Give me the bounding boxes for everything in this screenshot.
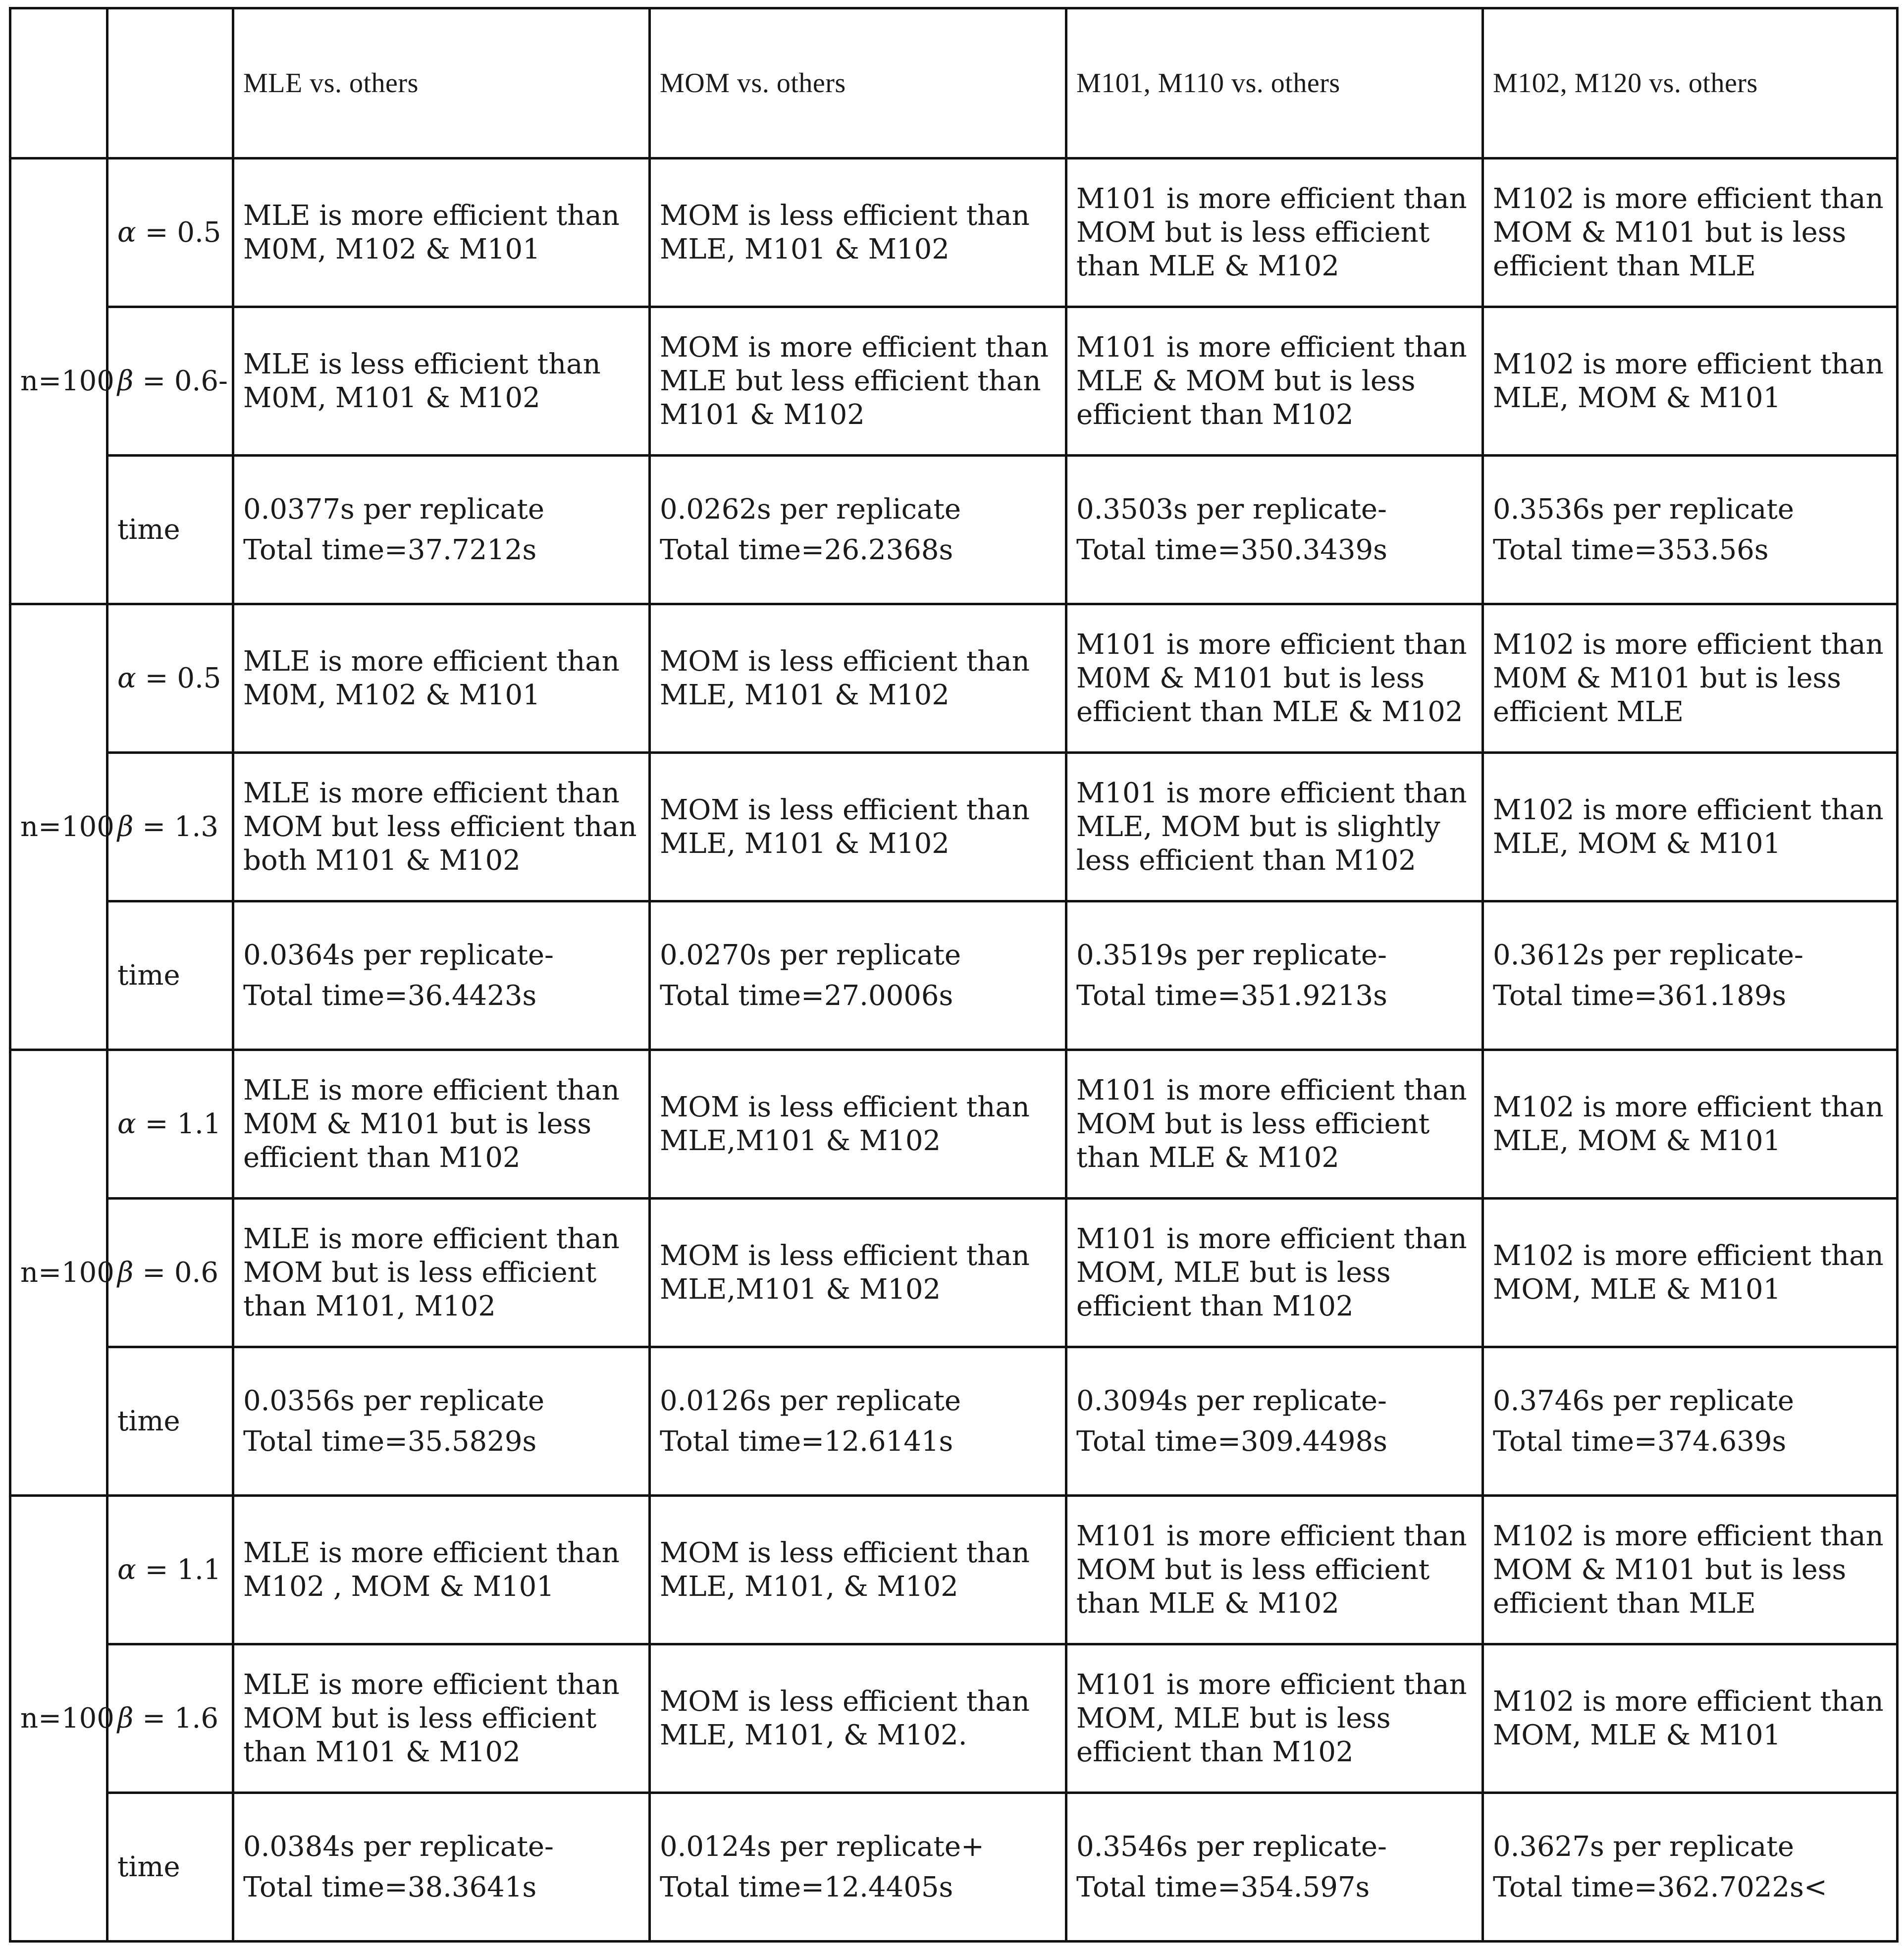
- beta-value: = 1.6: [142, 1702, 218, 1735]
- time-cell: [650, 901, 1066, 1050]
- per-replicate-time: 0.0270s per replicate: [660, 939, 961, 971]
- header-mom: MOM vs. others: [650, 8, 1066, 158]
- table-row-time: [10, 456, 1898, 604]
- alpha-label: [107, 1496, 233, 1644]
- table-cell: M102 is more efficient than MOM, MLE & M101: [1483, 1644, 1898, 1793]
- total-time: Total time=309.4498s: [1076, 1425, 1387, 1458]
- time-cell: [1066, 1793, 1483, 1942]
- beta-label: [107, 753, 233, 901]
- table-cell: M102 is more efficient than MOM & M101 but is less efficient than MLE: [1483, 1496, 1898, 1644]
- table-cell: MLE is more efficient than M0M, M102 & M101: [233, 158, 650, 307]
- sample-size-label: n=100: [10, 604, 107, 1050]
- table-cell: M102 is more efficient than M0M & M101 but is less efficient MLE: [1483, 604, 1898, 753]
- time-cell: [1483, 1347, 1898, 1496]
- beta-label: [107, 1199, 233, 1347]
- sample-size-label: n=100: [10, 158, 107, 604]
- alpha-symbol: α: [117, 1107, 136, 1140]
- table-cell: M101 is more efficient than MOM but is less efficient than MLE & M102: [1066, 1050, 1483, 1199]
- header-blank-param: [107, 8, 233, 158]
- beta-symbol: β: [117, 1256, 134, 1289]
- table-body: [10, 8, 1898, 1942]
- sample-size-label: n=100: [10, 1050, 107, 1496]
- alpha-label: [107, 158, 233, 307]
- time-cell: [233, 1793, 650, 1942]
- table-cell: M102 is more efficient than MLE, MOM & M101: [1483, 753, 1898, 901]
- total-time: Total time=351.9213s: [1076, 979, 1387, 1012]
- per-replicate-time: 0.0364s per replicate-: [243, 939, 554, 971]
- time-cell: [1483, 456, 1898, 604]
- results-table: [9, 7, 1899, 1943]
- table-cell: M101 is more efficient than MLE, MOM but is slightly less efficient than M102: [1066, 753, 1483, 901]
- per-replicate-time: 0.3546s per replicate-: [1076, 1830, 1387, 1863]
- header-row: [10, 8, 1898, 158]
- table-cell: M101 is more efficient than MOM but is less efficient than MLE & M102: [1066, 1496, 1483, 1644]
- time-cell: [1483, 1793, 1898, 1942]
- time-cell: [650, 1347, 1066, 1496]
- per-replicate-time: 0.3612s per replicate-: [1493, 939, 1803, 971]
- beta-value: = 0.6-: [142, 365, 228, 397]
- time-cell: [1066, 1347, 1483, 1496]
- per-replicate-time: 0.3503s per replicate-: [1076, 493, 1387, 526]
- table-row-time: [10, 901, 1898, 1050]
- table-cell: MLE is more efficient than MOM but less efficient than both M101 & M102: [233, 753, 650, 901]
- per-replicate-time: 0.3094s per replicate-: [1076, 1384, 1387, 1417]
- total-time: Total time=36.4423s: [243, 979, 537, 1012]
- alpha-value: = 1.1: [145, 1553, 221, 1586]
- table-cell: MOM is less efficient than MLE,M101 & M102: [650, 1050, 1066, 1199]
- time-label: time: [107, 456, 233, 604]
- time-cell: [233, 1347, 650, 1496]
- table-cell: M101 is more efficient than MOM, MLE but is less efficient than M102: [1066, 1644, 1483, 1793]
- time-cell: [233, 901, 650, 1050]
- beta-value: = 1.3: [142, 810, 218, 843]
- table-cell: M102 is more efficient than MLE, MOM & M101: [1483, 307, 1898, 456]
- table-cell: MLE is more efficient than MOM but is less efficient than M101 & M102: [233, 1644, 650, 1793]
- total-time: Total time=350.3439s: [1076, 533, 1387, 566]
- total-time: Total time=362.7022s<: [1493, 1871, 1827, 1903]
- table-row-beta: [10, 1199, 1898, 1347]
- time-cell: [1066, 456, 1483, 604]
- alpha-label: [107, 604, 233, 753]
- per-replicate-time: 0.0262s per replicate: [660, 493, 961, 526]
- table-cell: MLE is more efficient than MOM but is less efficient than M101, M102: [233, 1199, 650, 1347]
- time-label: time: [107, 1793, 233, 1942]
- table-cell: M102 is more efficient than MOM & M101 but is less efficient than MLE: [1483, 158, 1898, 307]
- sample-size-label: n=100: [10, 1496, 107, 1942]
- header-m102: M102, M120 vs. others: [1483, 8, 1898, 158]
- time-cell: [1066, 901, 1483, 1050]
- table-cell: M102 is more efficient than MOM, MLE & M101: [1483, 1199, 1898, 1347]
- table-row-beta: [10, 307, 1898, 456]
- beta-symbol: β: [117, 1702, 134, 1735]
- table-row-beta: [10, 753, 1898, 901]
- beta-label: [107, 307, 233, 456]
- table-cell: MLE is more efficient than M102 , MOM & M101: [233, 1496, 650, 1644]
- per-replicate-time: 0.3536s per replicate: [1493, 493, 1795, 526]
- time-cell: [233, 456, 650, 604]
- alpha-value: = 0.5: [145, 216, 221, 249]
- table-cell: MOM is less efficient than MLE, M101 & M102: [650, 753, 1066, 901]
- table-row-alpha: [10, 158, 1898, 307]
- table-cell: MOM is less efficient than MLE, M101 & M102: [650, 604, 1066, 753]
- per-replicate-time: 0.3519s per replicate-: [1076, 939, 1387, 971]
- alpha-symbol: α: [117, 216, 136, 249]
- table-row-time: [10, 1347, 1898, 1496]
- total-time: Total time=353.56s: [1493, 533, 1769, 566]
- table-cell: M101 is more efficient than MOM but is less efficient than MLE & M102: [1066, 158, 1483, 307]
- per-replicate-time: 0.0384s per replicate-: [243, 1830, 554, 1863]
- per-replicate-time: 0.3746s per replicate: [1493, 1384, 1795, 1417]
- per-replicate-time: 0.0356s per replicate: [243, 1384, 545, 1417]
- alpha-value: = 0.5: [145, 662, 221, 694]
- header-blank-n: [10, 8, 107, 158]
- total-time: Total time=361.189s: [1493, 979, 1787, 1012]
- table-row-time: [10, 1793, 1898, 1942]
- per-replicate-time: 0.3627s per replicate: [1493, 1830, 1795, 1863]
- total-time: Total time=12.4405s: [660, 1871, 953, 1903]
- alpha-symbol: α: [117, 1553, 136, 1586]
- alpha-value: = 1.1: [145, 1107, 221, 1140]
- table-cell: MOM is more efficient than MLE but less efficient than M101 & M102: [650, 307, 1066, 456]
- table-cell: M101 is more efficient than MLE & MOM but is less efficient than M102: [1066, 307, 1483, 456]
- total-time: Total time=35.5829s: [243, 1425, 537, 1458]
- time-cell: [650, 1793, 1066, 1942]
- table-cell: M101 is more efficient than M0M & M101 but is less efficient than MLE & M102: [1066, 604, 1483, 753]
- table-row-alpha: [10, 1496, 1898, 1644]
- table-row-beta: [10, 1644, 1898, 1793]
- total-time: Total time=354.597s: [1076, 1871, 1370, 1903]
- total-time: Total time=38.3641s: [243, 1871, 537, 1903]
- total-time: Total time=374.639s: [1493, 1425, 1787, 1458]
- beta-label: [107, 1644, 233, 1793]
- time-cell: [1483, 901, 1898, 1050]
- total-time: Total time=12.6141s: [660, 1425, 953, 1458]
- table-cell: MOM is less efficient than MLE,M101 & M102: [650, 1199, 1066, 1347]
- header-m101: M101, M110 vs. others: [1066, 8, 1483, 158]
- table-row-alpha: [10, 1050, 1898, 1199]
- beta-symbol: β: [117, 365, 134, 397]
- table-cell: MLE is less efficient than M0M, M101 & M102: [233, 307, 650, 456]
- per-replicate-time: 0.0377s per replicate: [243, 493, 545, 526]
- time-label: time: [107, 1347, 233, 1496]
- table-cell: M101 is more efficient than MOM, MLE but is less efficient than M102: [1066, 1199, 1483, 1347]
- per-replicate-time: 0.0126s per replicate: [660, 1384, 961, 1417]
- table-cell: MOM is less efficient than MLE, M101, & M102.: [650, 1644, 1066, 1793]
- alpha-label: [107, 1050, 233, 1199]
- table-cell: MLE is more efficient than M0M & M101 but is less efficient than M102: [233, 1050, 650, 1199]
- total-time: Total time=27.0006s: [660, 979, 953, 1012]
- time-cell: [650, 456, 1066, 604]
- table-cell: MOM is less efficient than MLE, M101 & M102: [650, 158, 1066, 307]
- per-replicate-time: 0.0124s per replicate+: [660, 1830, 984, 1863]
- table-cell: MLE is more efficient than M0M, M102 & M101: [233, 604, 650, 753]
- table-cell: MOM is less efficient than MLE, M101, & M102: [650, 1496, 1066, 1644]
- alpha-symbol: α: [117, 662, 136, 694]
- table-row-alpha: [10, 604, 1898, 753]
- header-mle: MLE vs. others: [233, 8, 650, 158]
- time-label: time: [107, 901, 233, 1050]
- beta-symbol: β: [117, 810, 134, 843]
- total-time: Total time=37.7212s: [243, 533, 537, 566]
- table-cell: M102 is more efficient than MLE, MOM & M101: [1483, 1050, 1898, 1199]
- beta-value: = 0.6: [142, 1256, 218, 1289]
- total-time: Total time=26.2368s: [660, 533, 953, 566]
